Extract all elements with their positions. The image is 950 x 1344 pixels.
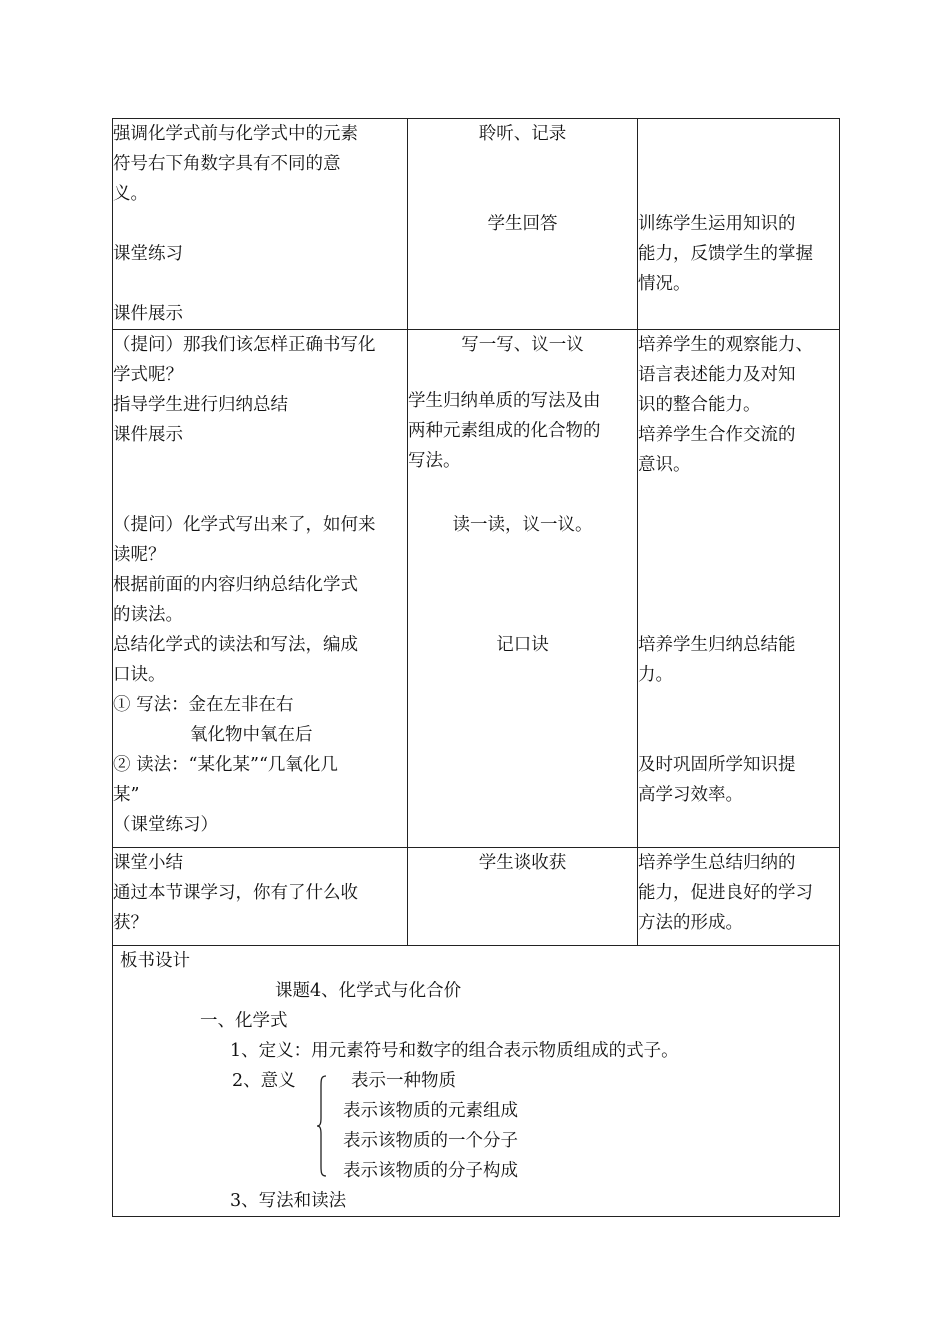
text-line: 课堂练习	[113, 244, 183, 264]
text-line: 强调化学式前与化学式中的元素	[113, 124, 358, 144]
meaning-label: 2、意义	[232, 1071, 296, 1091]
meaning-item: 表示该物质的一个分子	[343, 1131, 518, 1151]
text-line: 指导学生进行归纳总结	[113, 395, 288, 415]
lesson-plan-table	[112, 118, 840, 1217]
board-definition: 1、定义：用元素符号和数字的组合表示物质组成的式子。	[230, 1041, 679, 1061]
brace-icon	[315, 1074, 329, 1178]
text-line: 课件展示	[113, 304, 183, 324]
board-writing: 3、写法和读法	[230, 1191, 347, 1211]
board-design-row	[113, 946, 840, 1217]
text-line: 学生谈收获	[478, 853, 567, 873]
text-line: 及时巩固所学知识提	[638, 755, 796, 775]
text-line: 培养学生归纳总结能	[638, 635, 796, 655]
text-line: （提问）化学式写出来了，如何来	[113, 515, 376, 535]
board-section: 一、化学式	[200, 1011, 288, 1031]
teacher-activity-cell	[113, 848, 408, 946]
text-line: 识的整合能力。	[638, 395, 761, 415]
board-title: 课题4、化学式与化合价	[275, 981, 462, 1001]
text-line: 语言表述能力及对知	[638, 365, 796, 385]
text-line: 通过本节课学习，你有了什么收	[113, 883, 358, 903]
text-line: 学生回答	[487, 214, 558, 234]
table-row	[113, 119, 840, 330]
meaning-block	[120, 1066, 833, 1186]
text-line: 符号右下角数字具有不同的意	[113, 154, 341, 174]
text-line: 获？	[113, 913, 148, 933]
practice-label: （课堂练习）	[113, 815, 218, 835]
text-line: （提问）那我们该怎样正确书写化	[113, 335, 376, 355]
text-line: 义。	[113, 184, 148, 204]
text-line: 口诀。	[113, 665, 166, 685]
text-line: 力。	[638, 665, 673, 685]
text-line: 两种元素组成的化合物的	[408, 421, 601, 441]
teacher-activity-cell	[113, 330, 408, 848]
table-row	[113, 330, 840, 848]
text-line: 培养学生的观察能力、	[638, 335, 813, 355]
text-line: 情况。	[638, 274, 691, 294]
meaning-item: 表示该物质的分子构成	[343, 1161, 518, 1181]
text-line: 写一写、议一议	[461, 335, 584, 355]
table-row	[113, 848, 840, 946]
design-intent-cell	[638, 848, 840, 946]
meaning-item: 表示一种物质	[351, 1071, 456, 1091]
text-line: 根据前面的内容归纳总结化学式	[113, 575, 358, 595]
teacher-activity-cell	[113, 119, 408, 330]
meaning-list	[343, 1066, 518, 1186]
design-intent-cell	[638, 330, 840, 848]
text-line: 学式呢？	[113, 365, 183, 385]
text-line: 记口诀	[496, 635, 549, 655]
text-line: 课件展示	[113, 425, 183, 445]
writing-rule-continued: 氧化物中氧在后	[190, 725, 313, 745]
board-design-cell	[113, 946, 840, 1217]
text-line: 读呢？	[113, 545, 166, 565]
board-heading: 板书设计	[120, 951, 190, 971]
text-line: 学生归纳单质的写法及由	[408, 391, 601, 411]
text-line: 能力，反馈学生的掌握	[638, 244, 813, 264]
text-line: 的读法。	[113, 605, 183, 625]
text-line: 培养学生合作交流的	[638, 425, 796, 445]
text-line: 写法。	[408, 451, 461, 471]
text-line: 训练学生运用知识的	[638, 214, 796, 234]
text-line: 读一读，议一议。	[452, 515, 593, 535]
student-activity-cell	[408, 119, 638, 330]
reading-rule-continued: 某”	[113, 785, 140, 805]
meaning-item: 表示该物质的元素组成	[343, 1101, 518, 1121]
student-activity-cell	[408, 330, 638, 848]
text-line: 聆听、记录	[478, 124, 567, 144]
text-line: 总结化学式的读法和写法，编成	[113, 635, 358, 655]
text-line: 方法的形成。	[638, 913, 743, 933]
text-line: 培养学生总结归纳的	[638, 853, 796, 873]
text-line: 能力，促进良好的学习	[638, 883, 813, 903]
text-line: 课堂小结	[113, 853, 183, 873]
text-line: 高学习效率。	[638, 785, 743, 805]
reading-rule: ② 读法：“某化某”“几氧化几	[113, 755, 338, 775]
student-activity-cell	[408, 848, 638, 946]
writing-rule: ① 写法：金在左非在右	[113, 695, 294, 715]
text-line: 意识。	[638, 455, 691, 475]
design-intent-cell	[638, 119, 840, 330]
